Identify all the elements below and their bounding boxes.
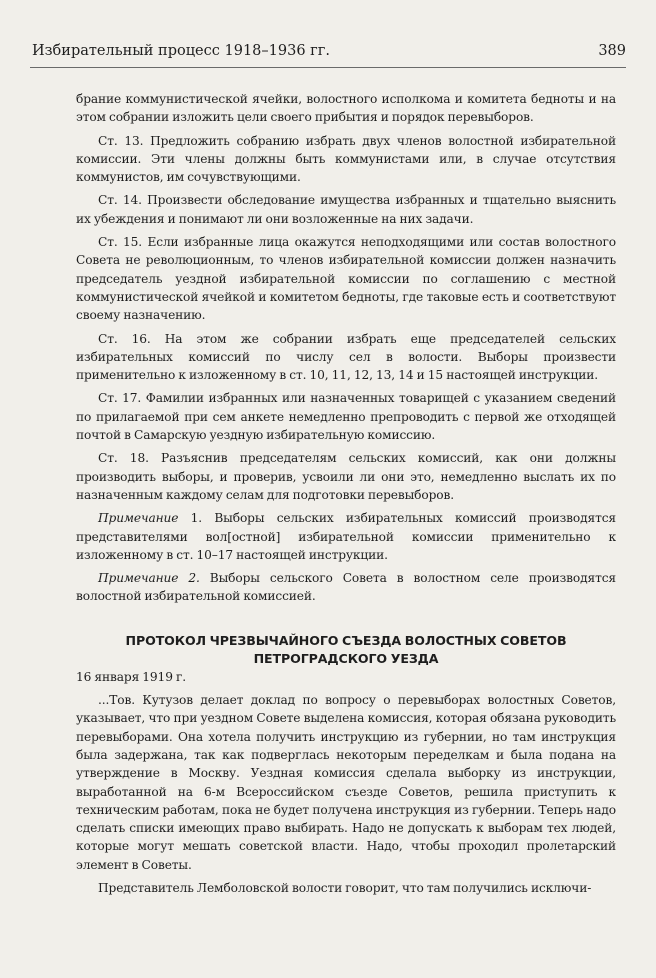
page-body bbox=[76, 90, 616, 902]
document-title bbox=[76, 632, 616, 668]
paragraph: брание коммунистической ячейки, волостного исполкома и комитета бедноты и на этом собрании изложить цели своего прибытия и порядок перевыборов. bbox=[76, 92, 616, 125]
paragraph-report: ...Тов. Кутузов делает доклад по вопросу о перевыборах волостных Советов, указывает, что при уездном Совете выделена комиссия, которая обязана руководить перевыборами. Она хотела получить инструкцию из губернии, но там инструкция была задержана, так как подверглась некоторым переделкам и была подана на утверждение в Москву. Уездная комиссия сделала выборку из инструкции, выработанной на 6-м Всероссийском съезде Советов, решила приступить к техническим работам, пока не будет получена инструкция из губернии. Теперь надо сделать списки имеющих право выбирать. Надо не допускать к выборам тех людей, которые могут мешать советской власти. Надо, чтобы проходил пролетарский элемент в Советы. bbox=[76, 693, 616, 872]
paragraph-article-16: Ст. 16. На этом же собрании избрать еще председателей сельских избирательных комиссий по числу сел в волости. Выборы произвести применительно к изложенному в ст. 10, 11, 12, 13, 14 и 15 настоящей инструкции. bbox=[76, 331, 616, 383]
page-header bbox=[30, 37, 626, 68]
paragraph-article-14: Ст. 14. Произвести обследование имущества избранных и тщательно выяснить их убеждения и понимают ли они возложенные на них задачи. bbox=[76, 193, 616, 226]
paragraph-article-13: Ст. 13. Предложить собранию избрать двух членов волостной избирательной комиссии. Эти члены должны быть коммунистами или, в случае отсутствия коммунистов, им сочувствующими. bbox=[76, 133, 616, 185]
document-date: 16 января 1919 г. bbox=[76, 669, 186, 684]
note-1 bbox=[76, 509, 616, 564]
note-1-text: 1. Выборы сельских избирательных комиссий производятся представителями вол[остной] избирательной комиссии применительно к изложенному в ст. 10–17 настоящей инструкции. bbox=[76, 511, 616, 562]
document-title-line-2: ПЕТРОГРАДСКОГО УЕЗДА bbox=[253, 650, 439, 666]
note-2-text: Выборы сельского Совета в волостном селе производятся волостной избирательной комиссией. bbox=[76, 571, 616, 604]
page-number: 389 bbox=[598, 43, 626, 59]
paragraph-article-17: Ст. 17. Фамилии избранных или назначенных товарищей с указанием сведений по прилагаемой при сем анкете немедленно препроводить с первой же отходящей почтой в Самарскую уездную избирательную комиссию. bbox=[76, 391, 616, 443]
paragraph-article-15: Ст. 15. Если избранные лица окажутся неподходящими или состав волостного Совета не революционным, то членов избирательной комиссии должен назначить председатель уездной избирательной комиссии по соглашению с местной коммунистической ячейкой и комитетом бедноты, где таковые есть и соответствуют своему назначению. bbox=[76, 235, 616, 323]
note-2 bbox=[76, 569, 616, 606]
running-title: Избирательный процесс 1918–1936 гг. bbox=[32, 43, 330, 59]
paragraph-lembolovo: Представитель Лемболовской волости говорит, что там получились исключи- bbox=[98, 880, 592, 895]
note-1-label: Примечание bbox=[98, 511, 179, 526]
paragraph-article-18: Ст. 18. Разъяснив председателям сельских комиссий, как они должны производить выборы, и проверив, усвоили ли они это, немедленно выслать их по назначенным каждому селам для подготовки перевыборов. bbox=[76, 451, 616, 502]
document-title-line-1: ПРОТОКОЛ ЧРЕЗВЫЧАЙНОГО СЪЕЗДА ВОЛОСТНЫХ СОВЕТОВ bbox=[125, 632, 567, 648]
note-2-label: Примечание 2. bbox=[98, 571, 200, 586]
